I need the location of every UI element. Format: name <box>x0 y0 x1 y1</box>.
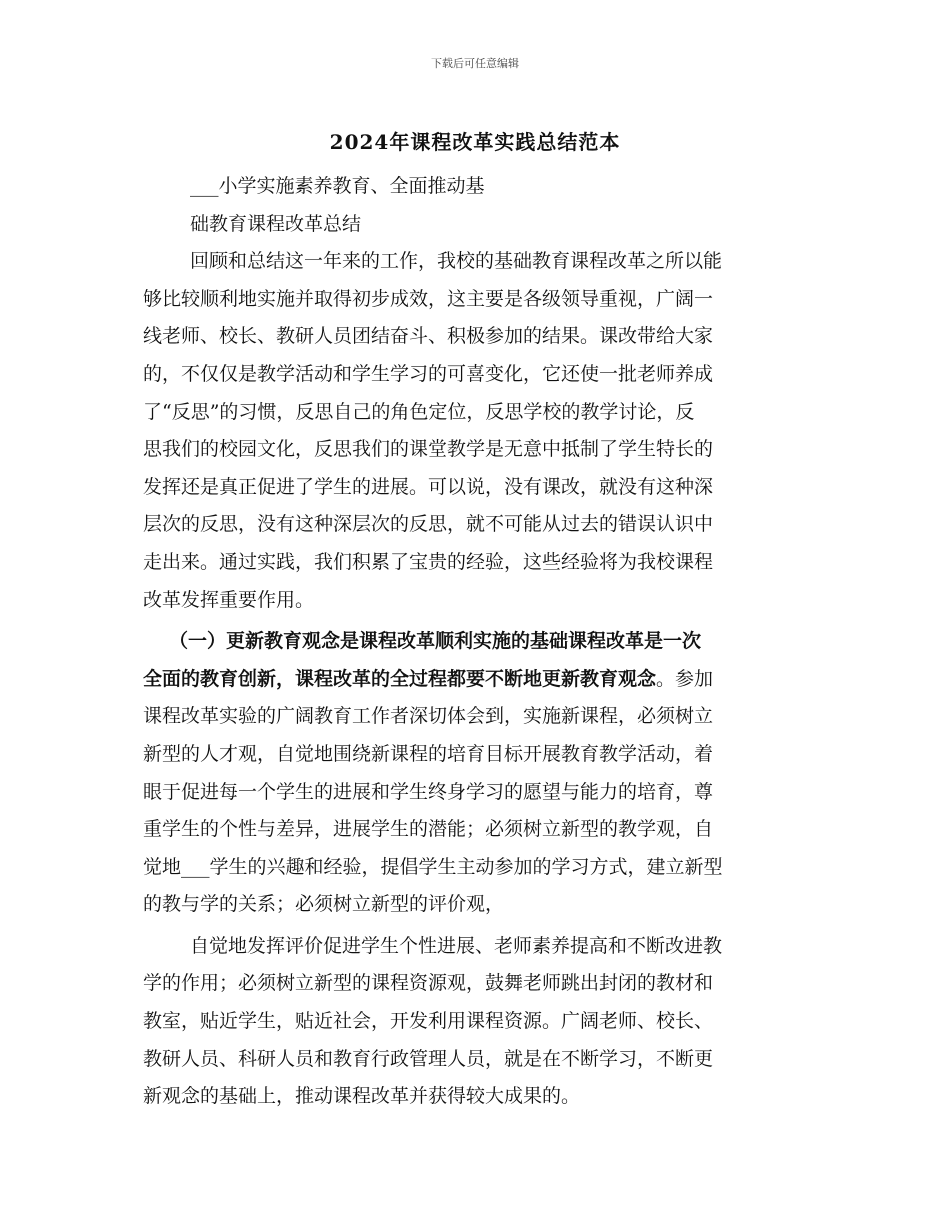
subtitle-line: 础教育课程改革总结 <box>190 212 362 235</box>
paragraph-line: 重学生的个性与差异，进展学生的潜能；必须树立新型的教学观，自 <box>143 818 714 841</box>
header-note: 下载后可任意编辑 <box>431 57 519 70</box>
paragraph-line: 眼于促进每一个学生的进展和学生终身学习的愿望与能力的培育，尊 <box>143 780 714 803</box>
paragraph-line: 课程改革实验的广阔教育工作者深切体会到，实施新课程，必须树立 <box>143 705 714 728</box>
paragraph-line: 新型的人才观，自觉地围绕新课程的培育目标开展教育教学活动，着 <box>143 742 714 765</box>
paragraph-line: 发挥还是真正促进了学生的进展。可以说，没有课改，就没有这种深 <box>143 475 714 498</box>
paragraph-line: 觉地___学生的兴趣和经验，提倡学生主动参加的学习方式，建立新型 <box>143 855 723 878</box>
paragraph-line: 的教与学的关系；必须树立新型的评价观， <box>143 893 505 916</box>
paragraph-line: 新观念的基础上，推动课程改革并获得较大成果的。 <box>143 1085 581 1108</box>
paragraph-line: 教研人员、科研人员和教育行政管理人员，就是在不断学习，不断更 <box>143 1047 714 1070</box>
subtitle-line: ___小学实施素养教育、全面推动基 <box>190 175 485 197</box>
paragraph-line: 的，不仅仅是教学活动和学生学习的可喜变化，它还使一批老师养成 <box>143 362 714 385</box>
paragraph-line: 层次的反思，没有这种深层次的反思，就不可能从过去的错误认识中 <box>143 513 714 536</box>
paragraph-text: 。参加 <box>656 667 714 690</box>
section-heading-text: 全面的教育创新，课程改革的全过程都要不断地更新教育观念 <box>143 667 657 690</box>
document-body <box>143 168 809 1116</box>
document-title: 2024年课程改革实践总结范本 <box>329 130 621 154</box>
paragraph-line: 回顾和总结这一年来的工作，我校的基础教育课程改革之所以能 <box>190 250 723 273</box>
paragraph-line: 教室，贴近学生，贴近社会，开发利用课程资源。广阔老师、校长、 <box>143 1010 714 1033</box>
paragraph-line: 学的作用；必须树立新型的课程资源观，鼓舞老师跳出封闭的教材和 <box>143 972 714 995</box>
paragraph-line: 改革发挥重要作用。 <box>143 588 315 611</box>
paragraph-line: 走出来。通过实践，我们积累了宝贵的经验，这些经验将为我校课程 <box>143 550 714 573</box>
paragraph-line: 了“反思”的习惯，反思自己的角色定位，反思学校的教学讨论，反 <box>143 400 695 423</box>
paragraph-line: 自觉地发挥评价促进学生个性进展、老师素养提高和不断改进教 <box>190 934 723 957</box>
section-heading-line: （一）更新教育观念是课程改革顺利实施的基础课程改革是一次 <box>169 630 702 653</box>
paragraph-line: 够比较顺利地实施并取得初步成效，这主要是各级领导重视，广阔一 <box>143 287 714 310</box>
paragraph-line: 线老师、校长、教研人员团结奋斗、积极参加的结果。课改带给大家 <box>143 325 714 348</box>
section-heading-line <box>143 661 809 699</box>
paragraph-line: 思我们的校园文化，反思我们的课堂教学是无意中抵制了学生特长的 <box>143 438 714 461</box>
